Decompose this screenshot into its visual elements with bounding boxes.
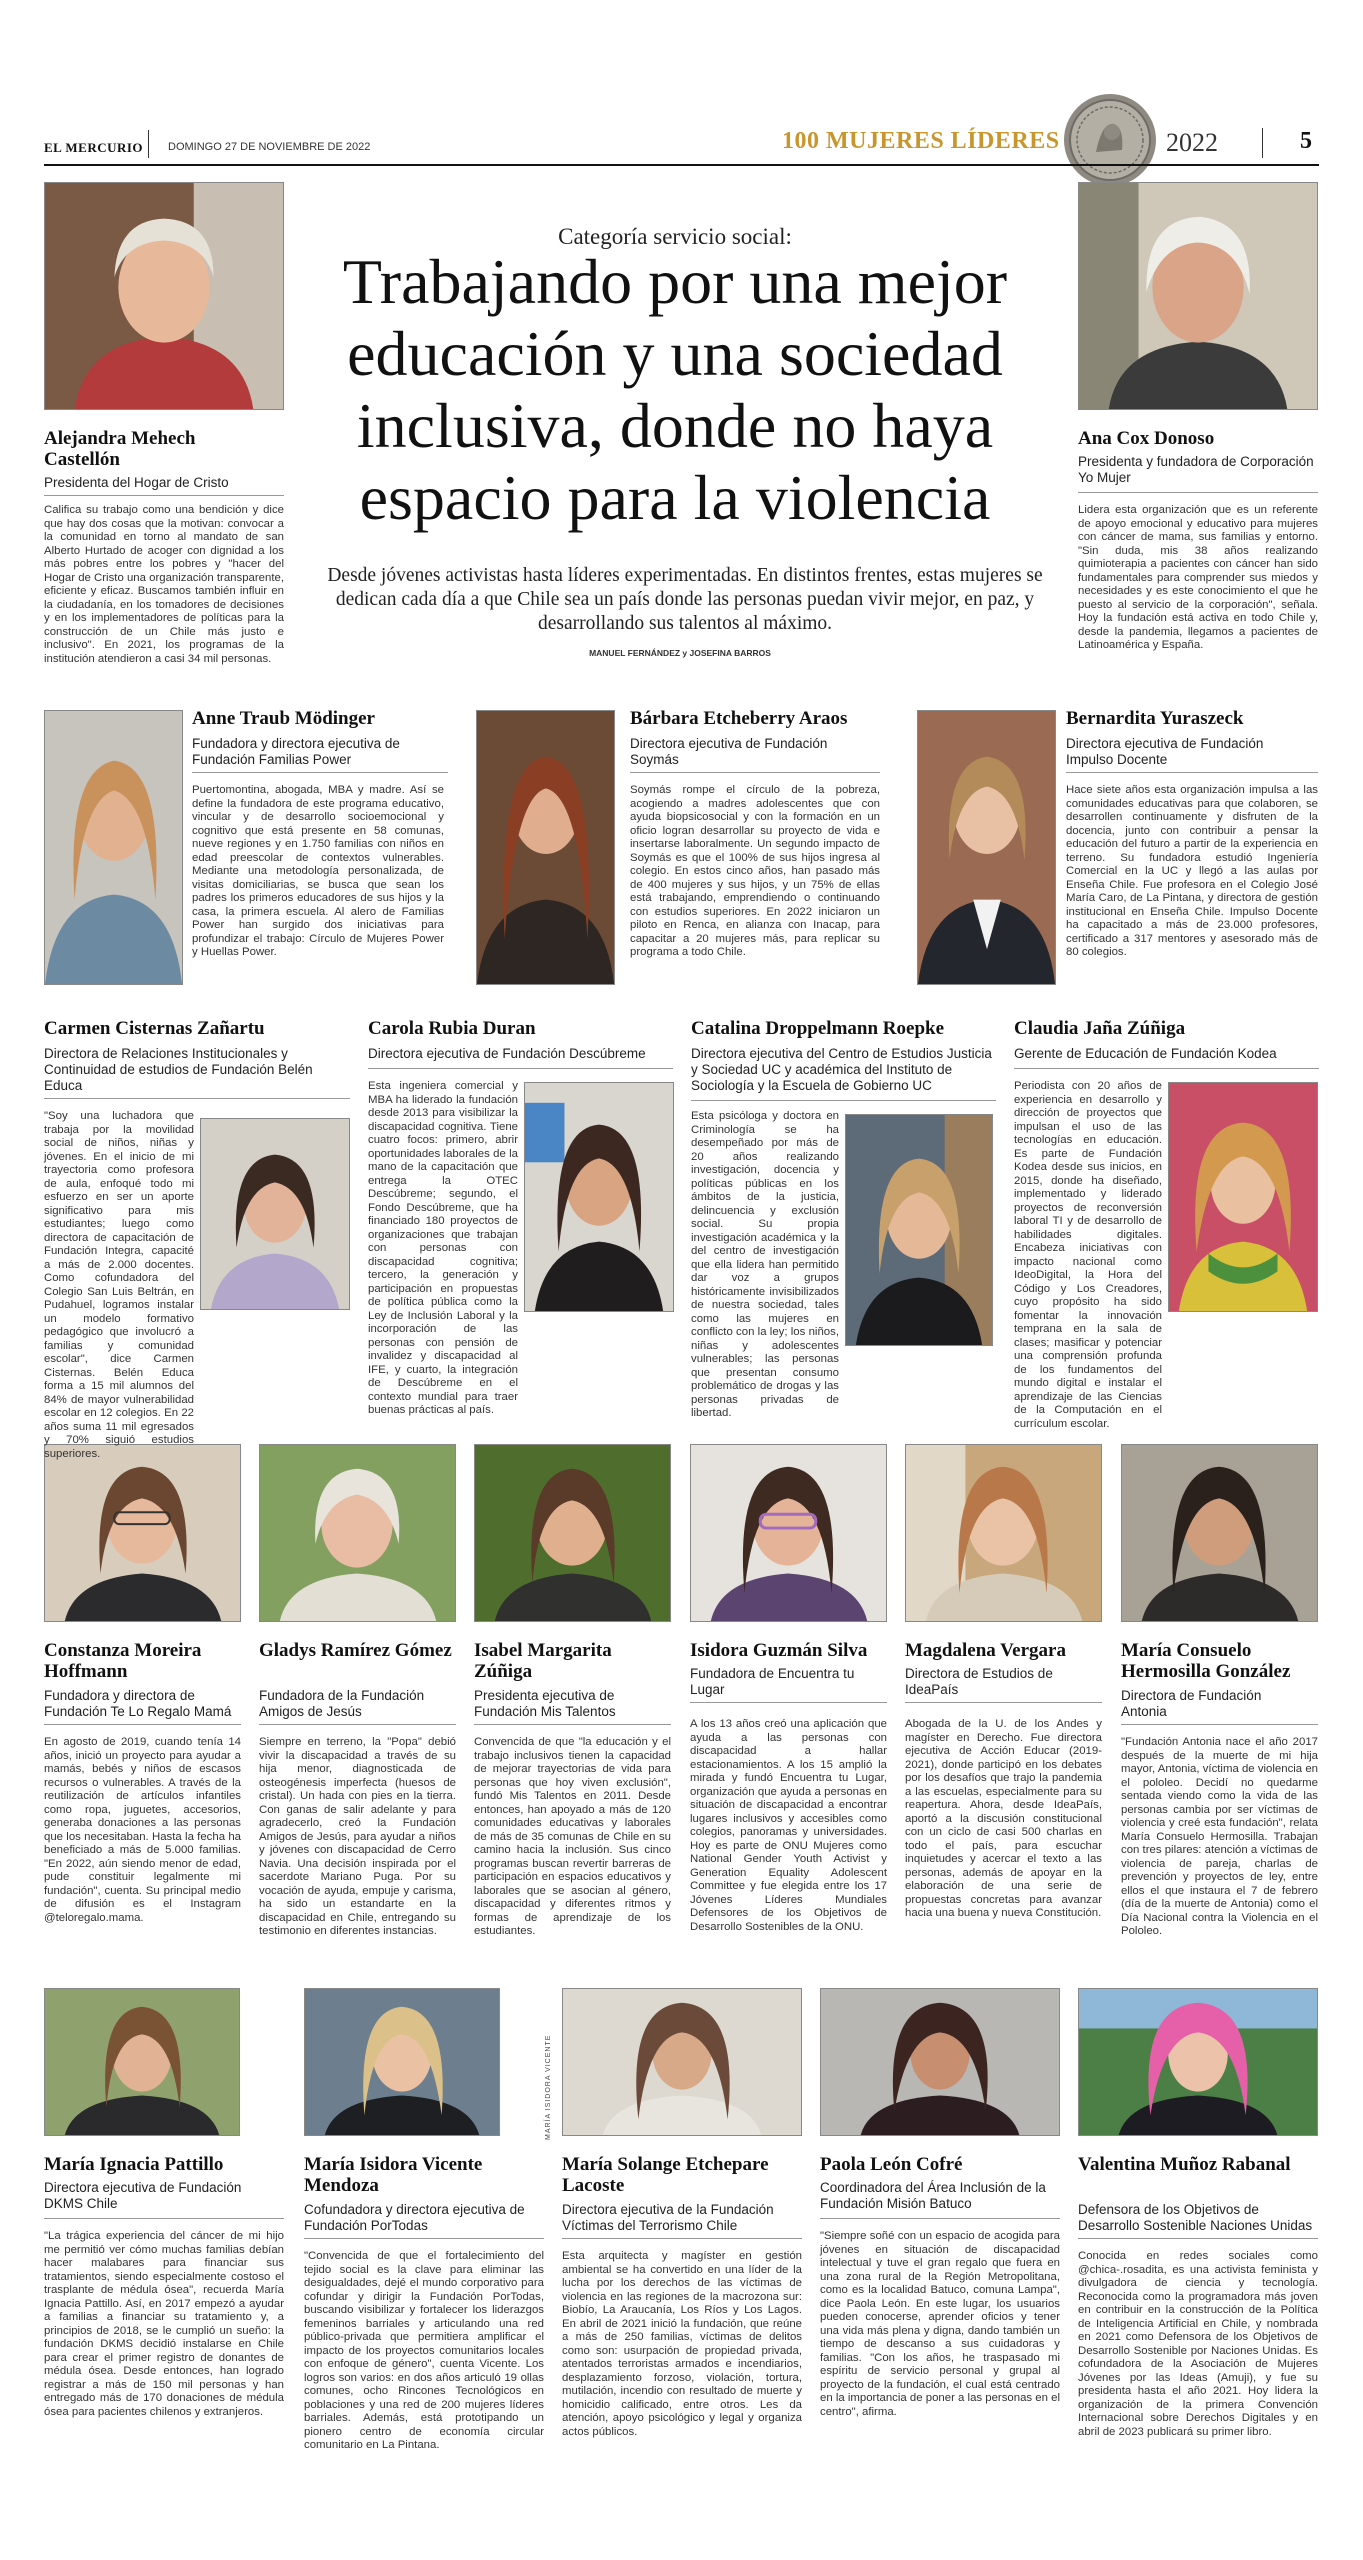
- profile-text: Soymás rompe el círculo de la pobreza, acogiendo a madres adolescentes que con ayuda biopsicosocial y con la formación en un oficio logran desarrollar su proyecto de vida e insertarse laboralmente. Un segundo impacto de Soymás es que el 100% de sus hijos ingresa al colegio. En estos cinco años, han pasado más de 400 mujeres y sus hijos, y un 75% de ellas está trabajando, emprendiendo o continuando con estudios superiores. En 2022 iniciaron un piloto en Renca, en alianza con Inacap, para capacitar a 20 mujeres más, para replicar su programa a todo Chile.: [630, 784, 880, 958]
- profile-text: Siempre en terreno, la "Popa" debió vivir la discapacidad a través de su hija menor, diagnosticada de osteogénesis imperfecta (huesos de cristal). Un hada con pies en la tierra. Con ganas de salir adelante y para agradecerlo, creó la Fundación Amigos de Jesús, para ayudar a niños y jóvenes con discapacidad de Cerro Navia. Una decisión inspirada por el sacerdote Mariano Puga. Por su vocación de ayuda, empuje y carisma, ha sido un estandarte en la discapacidad en Chile, entregando su testimonio en diferentes instancias.: [259, 1736, 456, 1937]
- portrait-photo: [44, 1444, 241, 1622]
- profile-name: Alejandra Mehech Castellón: [44, 428, 196, 470]
- portrait-photo: [304, 1988, 500, 2136]
- profile-role: Directora de Fundación Antonia: [1121, 1688, 1262, 1719]
- profile-name: María Ignacia Pattillo: [44, 2154, 224, 2175]
- profile-role: Fundadora de Encuentra tu Lugar: [690, 1666, 855, 1697]
- profile-separator: [1014, 1068, 1319, 1069]
- profile-name: Claudia Jaña Zúñiga: [1014, 1018, 1186, 1039]
- profile-separator: [820, 2218, 1060, 2219]
- profile-role: Presidenta del Hogar de Cristo: [44, 475, 229, 490]
- profile-text: Abogada de la U. de los Andes y magíster en Derecho. Fue directora ejecutiva de Acción Educar (2019-2021), donde participó en los debates por los desafíos que trajo la pandemia a las escuelas, especialmente para su reapertura. Ahora, desde IdeaPaís, aportó a la discusión constitucional con un ciclo de casi 500 charlas en todo el país, para escuchar inquietudes y acercar el texto a las personas, además de apoyar en la elaboración de una serie de propuestas concretas para avanzar hacia una buena y nueva Constitución.: [905, 1718, 1102, 1919]
- profile-role: Directora ejecutiva del Centro de Estudios Justicia y Sociedad UC y académica del Instituto de Sociología y la Escuela de Gobierno UC: [691, 1046, 992, 1093]
- masthead: [44, 128, 1319, 168]
- profile-text: Califica su trabajo como una bendición y dice que hay dos cosas que la motivan: convocar a la comunidad en torno al mandato de san Alberto Hurtado de acoger con dignidad a los más pobres entre los pobres y "hacer del Hogar de Cristo una organización transparente, eficiente y eficaz. Buscamos también influir en la ciudadanía, en los tomadores de decisiones y en los implementadores de políticas para la construcción de un Chile más justo e inclusivo". En 2021, los programas de la institución atendieron a casi 34 mil personas.: [44, 504, 284, 665]
- profile-role: Fundadora y directora ejecutiva de Fundación Familias Power: [192, 736, 400, 767]
- portrait-photo: [476, 710, 615, 985]
- profile-name: Carola Rubia Duran: [368, 1018, 536, 1039]
- profile-text: Puertomontina, abogada, MBA y madre. Así se define la fundadora de este programa educativo, vincular y de desarrollo socioemocional y cognitivo que está presente en 58 comunas, nueve regiones y en 1.750 familias con niños en edad preescolar de contextos vulnerables. Mediante una metodología personalizada, de visitas domiciliarias, se busca que sean los padres los primeros educadores de sus hijos y la casa, la primera escuela. Al alero de Familias Power han surgido dos iniciativas para profundizar el trabajo: Círculo de Mujeres Power y Huellas Power.: [192, 784, 444, 958]
- profile-role: Coordinadora del Área Inclusión de la Fundación Misión Batuco: [820, 2180, 1046, 2211]
- portrait-photo: [1078, 1988, 1318, 2136]
- page-number: 5: [1300, 128, 1312, 154]
- section-seal: [1062, 92, 1158, 188]
- portrait-photo: [259, 1444, 456, 1622]
- profile-name: Magdalena Vergara: [905, 1640, 1066, 1661]
- portrait-photo: [44, 182, 284, 410]
- article-headline: Trabajando por una mejor educación y una sociedad inclusiva, donde no haya espacio para la violencia: [342, 246, 1008, 533]
- portrait-photo: [474, 1444, 671, 1622]
- profile-role: Defensora de los Objetivos de Desarrollo Sostenible Naciones Unidas: [1078, 2202, 1313, 2233]
- profile-text: Esta arquitecta y magíster en gestión ambiental se ha convertido en una líder de la lucha por los derechos de las víctimas de violencia en las regiones de la macrozona sur: Biobío, La Araucanía, Los Ríos y Los Lagos. En abril de 2021 inició la fundación, que reúne a más de 250 familias, víctimas de delitos como son: usurpación de propiedad privada, atentados terroristas armados e incendiarios, desplazamiento forzoso, violación, tortura, mutilación, incendio con resultado de muerte y homicidio calificado, entre otros. Les da atención, apoyo psicológico y legal y organiza actos públicos.: [562, 2250, 802, 2438]
- portrait-photo: [917, 710, 1056, 985]
- year-divider: [1262, 128, 1263, 158]
- portrait-photo: [562, 1988, 802, 2136]
- article-kicker: Categoría servicio social:: [558, 224, 792, 249]
- profile-text: En agosto de 2019, cuando tenía 14 años, inició un proyecto para ayudar a mamás, bebés y niños de escasos recursos o vulnerables. A través de la reutilización de artículos infantiles como ropa, juguetes, accesorios, generaba donaciones a las personas que los necesitaban. Hasta la fecha ha beneficiado a más de 5.000 familias. "En 2022, aún siendo menor de edad, pude constituir legalmente mi fundación", cuenta. Su principal medio de difusión es el Instagram @teloregalo.mama.: [44, 1736, 241, 1924]
- profile-text: "Fundación Antonia nace el año 2017 después de la muerte de mi hija mayor, Antonia, víctima de violencia en el pololeo. Decidí no quedarme sentada viendo como la vida de las personas cambia por ser víctimas de violencia y creé esta fundación", relata María Consuelo Hermosilla. Trabajan con tres pilares: atención a víctimas de violencia de pareja, charlas de prevención y proyectos de ley, entre ellos el que instaura el 7 de febrero (día de la muerte de Antonia) como el Día Nacional contra la Violencia en el Pololeo.: [1121, 1736, 1318, 1937]
- profile-role: Directora ejecutiva de Fundación DKMS Chile: [44, 2180, 242, 2211]
- article-byline: MANUEL FERNÁNDEZ y JOSEFINA BARROS: [589, 648, 771, 658]
- profile-separator: [192, 772, 448, 773]
- portrait-photo: [1168, 1082, 1318, 1312]
- issue-date: DOMINGO 27 DE NOVIEMBRE DE 2022: [168, 141, 371, 153]
- profile-separator: [44, 1098, 350, 1099]
- profile-name: Constanza Moreira Hoffmann: [44, 1640, 202, 1682]
- profile-text: "Convencida de que el fortalecimiento del tejido social es la clave para eliminar las desigualdades, dejé el mundo corporativo para cofundar y dirigir la Fundación PorTodas, buscando visibilizar y fortalecer los liderazgos femeninos barriales y articulando una red público-privada que permitiera amplificar el impacto de los proyectos comunitarios locales con enfoque de género", cuenta Vicente. Los logros son varios: en dos años articuló 19 ollas comunes, ocho Rincones Tecnológicos en poblaciones y una red de 200 mujeres líderes barriales. Además, está prototipando un pionero centro de economía circular comunitario en La Pintana.: [304, 2250, 544, 2451]
- profile-role: Directora de Estudios de IdeaPaís: [905, 1666, 1053, 1697]
- profile-text: "La trágica experiencia del cáncer de mi hijo me permitió ver cómo muchas familias debían hacer malabares para financiar sus tratamientos, siendo especialmente costoso el trasplante de médula ósea", recuerda María Ignacia Pattillo. Así, en 2017 empezó a ayudar a familias a financiar su tratamiento y, a principios de 2018, se le cumplió un sueño: la fundación DKMS decidió instalarse en Chile para crear el primer registro de donantes de médula ósea. Desde entonces, han logrado registrar a más de 150 mil personas y han entregado más de 170 donaciones de médula ósea para pacientes chilenos y extranjeros.: [44, 2230, 284, 2418]
- profile-separator: [905, 1702, 1102, 1703]
- profile-separator: [304, 2238, 544, 2239]
- profile-name: Catalina Droppelmann Roepke: [691, 1018, 945, 1039]
- profile-separator: [630, 772, 880, 773]
- profile-name: Gladys Ramírez Gómez: [259, 1640, 452, 1661]
- profile-role: Directora ejecutiva de Fundación Descúbreme: [368, 1046, 646, 1061]
- profile-text: A los 13 años creó una aplicación que ayuda a las personas con discapacidad a hallar estacionamientos. A los 15 amplió la mirada y fundó Encuentra tu Lugar, organización que ayuda a personas en situación de discapacidad a encontrar lugares inclusivos y accesibles como colegios, panoramas y universidades. Hoy es parte de ONU Mujeres como National Gender Youth Activist y Generation Equality Adolescent Committee y fue elegida entre los 17 Jóvenes Líderes Mundiales Defensores de los Objetivos de Desarrollo Sostenibles de la ONU.: [690, 1718, 887, 1933]
- portrait-photo: [905, 1444, 1102, 1622]
- portrait-photo: [845, 1114, 993, 1346]
- profile-name: Carmen Cisternas Zañartu: [44, 1018, 265, 1039]
- profile-separator: [1078, 2238, 1318, 2239]
- profile-role: Directora ejecutiva de Fundación Soymás: [630, 736, 828, 767]
- profile-name: Bernardita Yuraszeck: [1066, 708, 1244, 729]
- masthead-rule: [44, 164, 1319, 166]
- profile-text: "Soy una luchadora que trabaja por la movilidad social de niños, niñas y jóvenes. En el inicio de mi trayectoria como profesora de aula, enfoqué todo mi esfuerzo en ser un aporte significativo para mis estudiantes; luego como directora de capacitación de Fundación Integra, capacité a más de 2.000 docentes. Como cofundadora del Colegio San Luis Beltrán, en Pudahuel, logramos instalar un modelo formativo pedagógico que involucró a familias y comunidad escolar", dice Carmen Cisternas. Belén Educa forma a 15 mil alumnos del 84% de mayor vulnerabilidad escolar en 12 colegios. En 22 años suma 11 mil egresados y 70% siguió estudios superiores.: [44, 1110, 194, 1460]
- masthead-divider: [148, 130, 149, 158]
- portrait-photo: [1078, 182, 1318, 410]
- profile-text: Hace siete años esta organización impulsa a las comunidades educativas para que colaboren, se desarrollen continuamente y disfruten de la docencia, junto con contribuir a pensar la educación del futuro a partir de la experiencia en terreno. Su fundadora estudió Ingeniería Comercial en la UC y llegó a las aulas por Enseña Chile. Fue profesora en el Colegio José María Caro, de La Pintana, y directora de gestión institucional en Enseña Chile. Impulso Docente ha capacitado a más de 23.000 profesores, certificado a 317 mentores y asesorado más de 80 colegios.: [1066, 784, 1318, 958]
- profile-role: Directora de Relaciones Institucionales y Continuidad de estudios de Fundación Belén Educa: [44, 1046, 313, 1093]
- portrait-photo: [44, 1988, 240, 2136]
- profile-separator: [368, 1068, 673, 1069]
- profile-name: María Consuelo Hermosilla González: [1121, 1640, 1291, 1682]
- profile-name: María Solange Etchepare Lacoste: [562, 2154, 769, 2196]
- profile-name: María Isidora Vicente Mendoza: [304, 2154, 483, 2196]
- profile-separator: [690, 1702, 887, 1703]
- profile-text: Esta psicóloga y doctora en Criminología se ha desempeñado por más de 20 años realizando investigación, docencia y políticas públicas en los ámbitos de la justicia, delincuencia y exclusión social. Su propia investigación académica y la del centro de investigación que ella lidera han permitido dar voz a grupos históricamente invisibilizados de nuestra sociedad, tales como las mujeres en conflicto con la ley; los niños, niñas y adolescentes vulnerables; las personas que presentan consumo problemático de drogas y las personas privadas de libertad.: [691, 1110, 839, 1419]
- profile-text: Periodista con 20 años de experiencia en desarrollo y dirección de proyectos que impulsan el uso de las tecnologías en educación. Es parte de Fundación Kodea desde sus inicios, en 2015, donde ha diseñado, implementado y liderado proyectos de reconversión laboral TI y de desarrollo de habilidades digitales. Encabeza iniciativas con impacto nacional como IdeoDigital, la Hora del Código y Los Creadores, cuyo propósito ha sido fomentar la innovación temprana en la sala de clases; masificar y potenciar una comprensión profunda de los fundamentos del mundo digital e instalar el aprendizaje de las Ciencias de la Computación en el currículum escolar.: [1014, 1080, 1162, 1430]
- profile-name: Anne Traub Mödinger: [192, 708, 375, 729]
- profile-role: Fundadora de la Fundación Amigos de Jesús: [259, 1688, 425, 1719]
- article-deck: Desde jóvenes activistas hasta líderes experimentadas. En distintos frentes, estas mujeres se dedican cada día a que Chile sea un país donde las personas puedan vivir mejor, en paz, y desarrollando sus talentos al máximo.: [327, 565, 1043, 634]
- section-year: 2022: [1166, 128, 1218, 157]
- portrait-photo: [1121, 1444, 1318, 1622]
- profile-role: Cofundadora y directora ejecutiva de Fundación PorTodas: [304, 2202, 525, 2233]
- profile-text: Conocida en redes sociales como @chica-.rosadita, es una activista feminista y divulgadora de ciencia y tecnología. Reconocida como la programadora más joven en contribuir en la construcción de la Política de Inteligencia Artificial en Chile, y nombrada en 2021 como Defensora de los Objetivos de Desarrollo Sostenible por Naciones Unidas. Es cofundadora de la Asociación de Mujeres Jóvenes por las Ideas (Amuji), y fue su presidenta hasta el año 2021. Hoy lidera la organización de la primera Convención Internacional sobre Derechos Digitales y en abril de 2023 publicará su primer libro.: [1078, 2250, 1318, 2438]
- photo-credit: MARÍA ISIDORA VICENTE: [545, 2034, 552, 2140]
- profile-text: Convencida de que "la educación y el trabajo inclusivos tienen la capacidad de mejorar trayectorias de vida para personas que hoy viven exclusión", fundó Mis Talentos en 2011. Desde entonces, han apoyado a más de 120 comunidades educativas y laborales de más de 35 comunas de Chile en su camino hacia la inclusión. Sus cinco programas buscan revertir barreras de participación en espacios educativos y laborales que se asocian al género, discapacidad y diferentes ritmos y formas de aprendizaje de los estudiantes.: [474, 1736, 671, 1937]
- profile-separator: [44, 495, 284, 496]
- profile-separator: [562, 2238, 802, 2239]
- profile-separator: [691, 1100, 996, 1101]
- profile-role: Fundadora y directora de Fundación Te Lo Regalo Mamá: [44, 1688, 232, 1719]
- portrait-photo: [44, 710, 183, 985]
- portrait-photo: [820, 1988, 1060, 2136]
- profile-text: Lidera esta organización que es un referente de apoyo emocional y educativo para mujeres con cáncer de mama, sus familias y entorno. "Sin duda, mis 38 años realizando quimioterapia a pacientes con cáncer han sido fundamentales para comprender sus miedos y necesidades y es este conocimiento el que he puesto al servicio de la corporación", señala. Hoy la fundación está activa en todo Chile y, desde la pandemia, llegamos a pacientes de Latinoamérica y España.: [1078, 504, 1318, 651]
- paper-name: EL MERCURIO: [44, 140, 144, 155]
- portrait-photo: [524, 1082, 674, 1312]
- profile-role: Presidenta y fundadora de Corporación Yo Mujer: [1078, 454, 1314, 485]
- profile-role: Gerente de Educación de Fundación Kodea: [1014, 1046, 1277, 1061]
- profile-separator: [1066, 772, 1318, 773]
- profile-separator: [1121, 1724, 1318, 1725]
- profile-text: Esta ingeniera comercial y MBA ha liderado la fundación desde 2013 para visibilizar la discapacidad cognitiva. Tiene cuatro focos: primero, abrir oportunidades laborales de la mano de la capacitación que entrega la OTEC Descúbreme; segundo, el Fondo Descúbreme, que ha financiado 180 proyectos de organizaciones que trabajan con personas con discapacidad cognitiva; tercero, la generación y participación en propuestas de política pública como la Ley de Inclusión Laboral y la incorporación de las personas con pensión de invalidez y discapacidad al IFE, y cuarto, la integración de Descúbreme en el contexto mundial para traer buenas prácticas al país.: [368, 1080, 518, 1416]
- profile-name: Valentina Muñoz Rabanal: [1078, 2154, 1291, 2175]
- profile-separator: [1078, 492, 1318, 493]
- portrait-photo: [200, 1118, 350, 1310]
- profile-separator: [44, 2218, 284, 2219]
- profile-role: Directora ejecutiva de Fundación Impulso Docente: [1066, 736, 1264, 767]
- profile-role: Presidenta ejecutiva de Fundación Mis Talentos: [474, 1688, 616, 1719]
- profile-name: Isidora Guzmán Silva: [690, 1640, 868, 1661]
- profile-name: Paola León Cofré: [820, 2154, 963, 2175]
- profile-role: Directora ejecutiva de la Fundación Víctimas del Terrorismo Chile: [562, 2202, 774, 2233]
- profile-separator: [259, 1724, 456, 1725]
- portrait-photo: [690, 1444, 887, 1622]
- profile-name: Isabel Margarita Zúñiga: [474, 1640, 612, 1682]
- profile-separator: [474, 1724, 671, 1725]
- profile-name: Bárbara Etcheberry Araos: [630, 708, 848, 729]
- profile-name: Ana Cox Donoso: [1078, 428, 1215, 449]
- section-title: 100 MUJERES LÍDERES: [782, 128, 1060, 154]
- profile-text: "Siempre soñé con un espacio de acogida para jóvenes en situación de discapacidad intelectual y tuve el gran regalo que fuera en una zona rural de la Región Metropolitana, como es la localidad Batuco, comuna Lampa", dice Paola León. En este lugar, los usuarios pueden conocerse, aprender oficios y tener una vida más plena y digna, dando también un tiempo de descanso a sus cuidadoras y familias. "Con los años, he traspasado mi espíritu de servicio personal y grupal al proyecto de la fundación, el cual está centrado en la importancia de poner a las personas en el centro", afirma.: [820, 2230, 1060, 2418]
- profile-separator: [44, 1724, 241, 1725]
